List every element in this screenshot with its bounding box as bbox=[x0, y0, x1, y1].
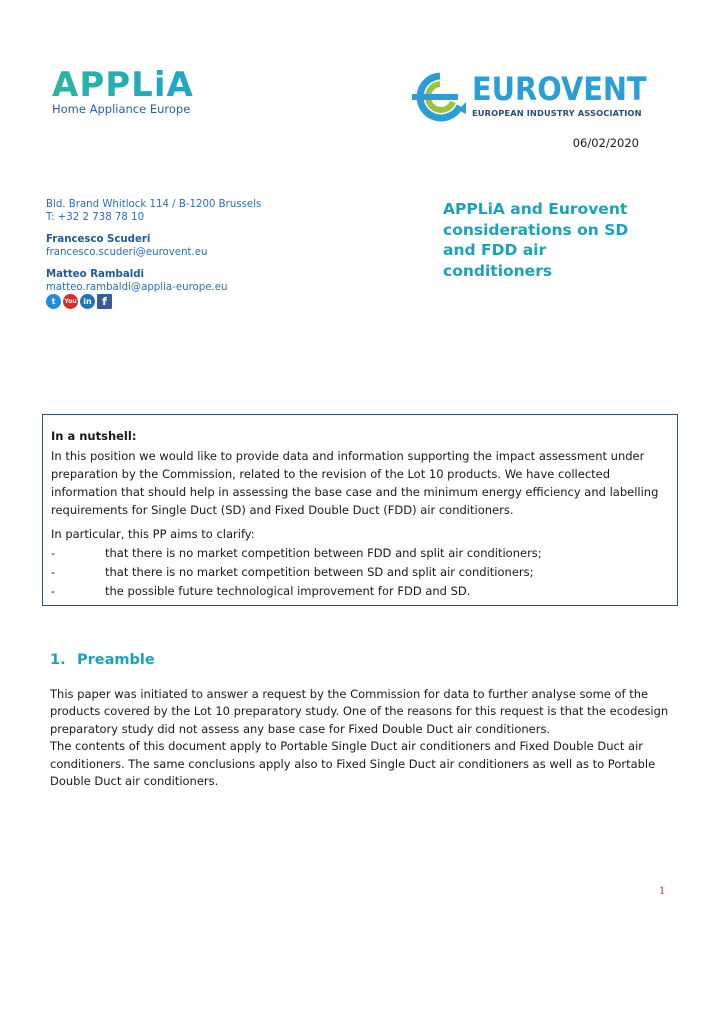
eurovent-logo bbox=[410, 70, 647, 122]
contact-name: Francesco Scuderi bbox=[46, 234, 151, 245]
contact-block bbox=[46, 198, 261, 309]
list-item bbox=[51, 544, 669, 562]
section-heading bbox=[50, 652, 155, 668]
page-number: 1 bbox=[659, 886, 666, 897]
applia-logo-wordmark: APPLiA bbox=[52, 65, 194, 105]
document-title: APPLiA and Eurovent considerations on SD and FDD air conditioners bbox=[443, 200, 629, 280]
bullet-text: that there is no market competition between SD and split air conditioners; bbox=[105, 565, 534, 579]
contact-email[interactable]: matteo.rambaldi@applia-europe.eu bbox=[46, 282, 228, 293]
twitter-icon[interactable]: t bbox=[46, 294, 61, 309]
section-body bbox=[50, 686, 680, 790]
nutshell-paragraph: In this position we would like to provide data and information supporting the impact assessment under preparation by the Commission, related to the revision of the Lot 10 products. We have collected information that should help in assessing the base case and the minimum energy efficiency and labelling requirements for Single Duct (SD) and Fixed Double Duct (FDD) air conditioners. bbox=[51, 449, 659, 517]
body-paragraph: This paper was initiated to answer a request by the Commission for data to further analyse some of the products covered by the Lot 10 preparatory study. One of the reasons for this request is that the ecodesign preparatory study did not assess any base case for Fixed Double Duct air conditioners. bbox=[50, 687, 669, 736]
address: Bld. Brand Whitlock 114 / B-1200 Brussels bbox=[46, 199, 262, 210]
applia-logo bbox=[52, 65, 194, 116]
list-item bbox=[51, 582, 669, 600]
contact-email[interactable]: francesco.scuderi@eurovent.eu bbox=[46, 247, 208, 258]
nutshell-box bbox=[42, 414, 678, 606]
bullet-text: that there is no market competition between FDD and split air conditioners; bbox=[105, 546, 542, 560]
bullet-dash: - bbox=[51, 546, 56, 560]
section-number: 1. bbox=[50, 652, 66, 668]
eurovent-e-icon bbox=[410, 72, 468, 122]
bullet-dash: - bbox=[51, 584, 56, 598]
nutshell-heading: In a nutshell: bbox=[51, 429, 137, 443]
eurovent-logo-wordmark: EUROVENT bbox=[472, 70, 647, 108]
section-title: Preamble bbox=[77, 652, 155, 668]
linkedin-icon[interactable]: in bbox=[80, 294, 95, 309]
list-item bbox=[51, 563, 669, 581]
bullet-dash: - bbox=[51, 565, 56, 579]
phone: T: +32 2 738 78 10 bbox=[46, 212, 145, 223]
body-paragraph: The contents of this document apply to Portable Single Duct air conditioners and Fixed Double Duct air conditioners. The same conclusions apply also to Fixed Single Duct air conditioners as well as to Portable Double Duct air conditioners. bbox=[50, 739, 656, 789]
bullet-text: the possible future technological improvement for FDD and SD. bbox=[105, 584, 471, 598]
contact-name: Matteo Rambaldi bbox=[46, 269, 144, 280]
applia-logo-tagline: Home Appliance Europe bbox=[52, 102, 191, 116]
youtube-icon[interactable]: You bbox=[63, 294, 78, 309]
eurovent-logo-tagline: EUROPEAN INDUSTRY ASSOCIATION bbox=[472, 108, 642, 118]
document-date: 06/02/2020 bbox=[572, 136, 639, 150]
social-links bbox=[46, 294, 261, 309]
nutshell-intro: In particular, this PP aims to clarify: bbox=[51, 527, 255, 541]
facebook-icon[interactable]: f bbox=[97, 294, 112, 309]
